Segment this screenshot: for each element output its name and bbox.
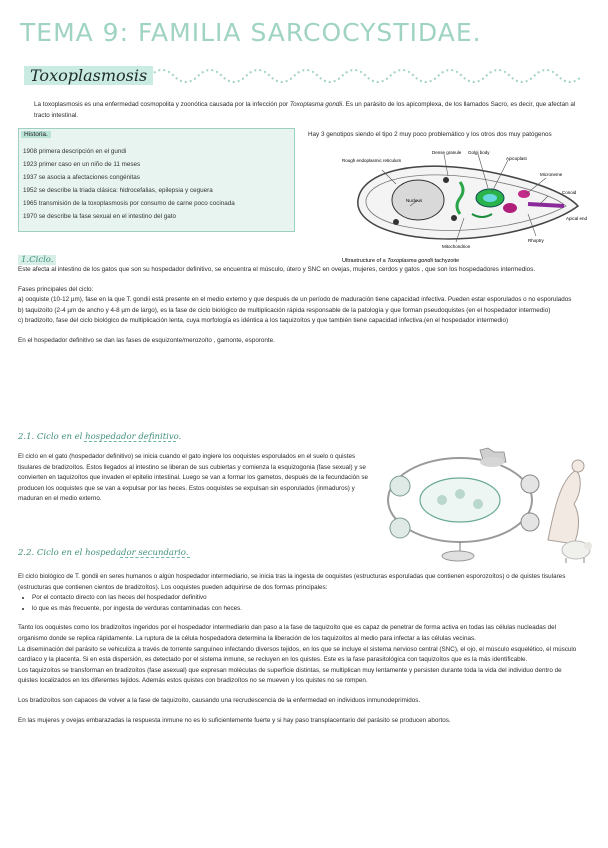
history-item: 1937 se asocia a afectaciones congénitas: [23, 174, 140, 181]
section22-p4: Los taquizoítos se transforman en bradizoítos (fase asexual) que expresan moléculas de superficie distintas, se multiplican muy lentamente y persisten durante toda la vida del individuo dentro de quistes localizados en los diferentes tejidos. Además estos quistes con bradizoítos no se mueven y los quistes no se rompen.: [18, 666, 562, 685]
history-title: Historia.: [21, 131, 51, 138]
label-apicoplast: Apicoplast: [506, 156, 527, 161]
figure-caption: Ultrastructure of a Toxoplasma gondii tachyzoite: [342, 258, 460, 264]
life-cycle-diagram: [380, 444, 596, 564]
section21-text: El ciclo en el gato (hospedador definitivo) se inicia cuando el gato ingiere los ooquistes esporulados en el suelo o quistes tisulares de bradizoítos. Estos llegados al intestino se liberan de sus cubiertas y comienza la esquizogonia (fase sexual) y se convierten en taquizoítos que invaden el epitelio intestinal. Luego se van a formar los gametos, después de la fecundación se producen los ooquistes que se van a expulsar por las heces. Estos ooquistes se expulsan sin esporulados (inmaduros) y maduran en el medio externo.: [18, 453, 369, 503]
history-item: 1952 se describe la triada clásica: hidrocefalias, epilepsia y ceguera: [23, 187, 213, 194]
history-list: [23, 145, 235, 223]
section22-p5: Los bradizoítos son capaces de volver a la fase de taquizoíto, causando una recrudescencia de la enfermedad en individuos inmunodeprimidos.: [18, 696, 421, 704]
tachyzoite-diagram: [340, 148, 590, 266]
transmission-list: [18, 593, 578, 614]
section1-body: [18, 265, 578, 347]
section22-body: [18, 572, 578, 726]
label-rhoptry: Rhoptry: [528, 238, 544, 243]
decorative-wave: [150, 62, 590, 84]
transmission-item: • Por el contacto directo con las heces del hospedador definitivo: [32, 593, 578, 604]
phase-b: b) taquizoíto (2-4 µm de ancho y 4-8 µm de largo), es la fase de ciclo biológico de multiplicación rápida responsable de la patología y que forman pseudoquistes (en el hospedador intermedio): [18, 306, 551, 314]
transmission-item: • lo que es más frecuente, por ingesta de verduras contaminadas con heces.: [32, 604, 578, 615]
section-heading-ciclo: 1.Ciclo.: [18, 255, 56, 265]
section-heading-secondary-host: 2.2. Ciclo en el hospedador secundario.: [18, 548, 189, 558]
section1-p1: Este afecta al intestino de los gatos que son su hospedador definitivo, se encuentra el músculo, útero y SNC en ovejas, mujeres, cerdos y gatos , que son los hospedadores intermedios.: [18, 266, 535, 273]
section22-p1: El ciclo biológico de T. gondii en seres humanos o algún hospedador intermediario, se inicia tras la ingesta de ooquistes (estructuras esporuladas que contienen esporozoítos) o de quistes tisulares (estructuras que contienen cientos de bradizoítos). Los ooquistes pueden adquirirse de dos formas principales:: [18, 573, 566, 591]
phase-a: a) ooquiste (10-12 µm), fase en la que T. gondii está presente en el medio externo y que después de un período de maduración tiene capacidad infectiva. Pueden estar esporulados o no esporulados: [18, 296, 572, 304]
label-mitochondrion: Mitochondrion: [442, 244, 471, 249]
label-golgi: Golgi body: [468, 150, 490, 155]
label-conoid: Conoid: [562, 190, 577, 195]
section1-p2: Fases principales del ciclo:: [18, 285, 94, 293]
history-box: [18, 128, 295, 232]
section22-p3: La diseminación del parásito se vehiculiza a través de torrente sanguíneo infectando diversos tejidos, en los que se incluye el sistema nervioso central (SNC), el ojo, el músculo esquelético, el músculo cardíaco y la placenta. Si en esta dispersión, es detectado por el sistema inmune, se recluyen en los quistes. Este es la fase parasitológica con taquizoítos que es la más identificable.: [18, 645, 577, 664]
section22-p2: Tanto los ooquistes como los bradizoítos ingeridos por el hospedador intermediario dan paso a la fase de taquizoíto que es capaz de penetrar de forma activa en todas las células nucleadas del organismo donde se replica rápidamente. La ruptura de la célula hospedadora determina la liberación de los taquizoítos al medio para infectar a las células vecinas.: [18, 624, 557, 642]
section-heading-definitive-host: 2.1. Ciclo en el hospedador definitivo.: [18, 432, 182, 442]
section22-p6: En las mujeres y ovejas embarazadas la respuesta inmune no es lo suficientemente fuerte y si hay paso transplacentario del parásito se producen abortos.: [18, 716, 451, 724]
label-dense-granule: Dense granule: [432, 150, 462, 155]
heading-underline: [120, 557, 190, 558]
section-subtitle: Toxoplasmosis: [24, 66, 153, 85]
label-apical-end: Apical end: [566, 216, 588, 221]
phase-c: c) bradizoíto, fase del ciclo biológico de multiplicación lenta, cuya morfología es idéntica a los taquizoítos y que también tiene capacidad infectiva.(en el hospedador intermedio): [18, 317, 509, 325]
intro-paragraph: La toxoplasmosis es una enfermedad cosmopolita y zoonótica causada por la infección por Toxoplasma gondii. Es un parásito de los apicomplexa, de los llamados Sacro, es decir, que afectan al tracto intestinal.: [34, 101, 576, 119]
history-item: 1970 se describe la fase sexual en el intestino del gato: [23, 213, 176, 220]
history-item: 1965 transmisión de la toxoplasmosis por consumo de carne poco cocinada: [23, 200, 235, 207]
heading-underline: [84, 441, 176, 442]
genotypes-text: Hay 3 genotipos siendo el tipo 2 muy poco problemático y los otros dos muy patógenos: [308, 131, 552, 138]
history-item: 1923 primer caso en un niño de 11 meses: [23, 161, 141, 168]
section1-p3: En el hospedador definitivo se dan las fases de esquizonte/merozoíto , gamonte, esporonte.: [18, 336, 275, 344]
history-item: 1908 primera descripción en el gundi: [23, 148, 127, 155]
label-microneme: Microneme: [540, 172, 563, 177]
label-nucleus: Nucleus: [406, 198, 423, 203]
page-title: TEMA 9: FAMILIA SARCOCYSTIDAE.: [20, 18, 482, 47]
label-rough-er: Rough endoplasmic reticulum: [342, 158, 402, 163]
